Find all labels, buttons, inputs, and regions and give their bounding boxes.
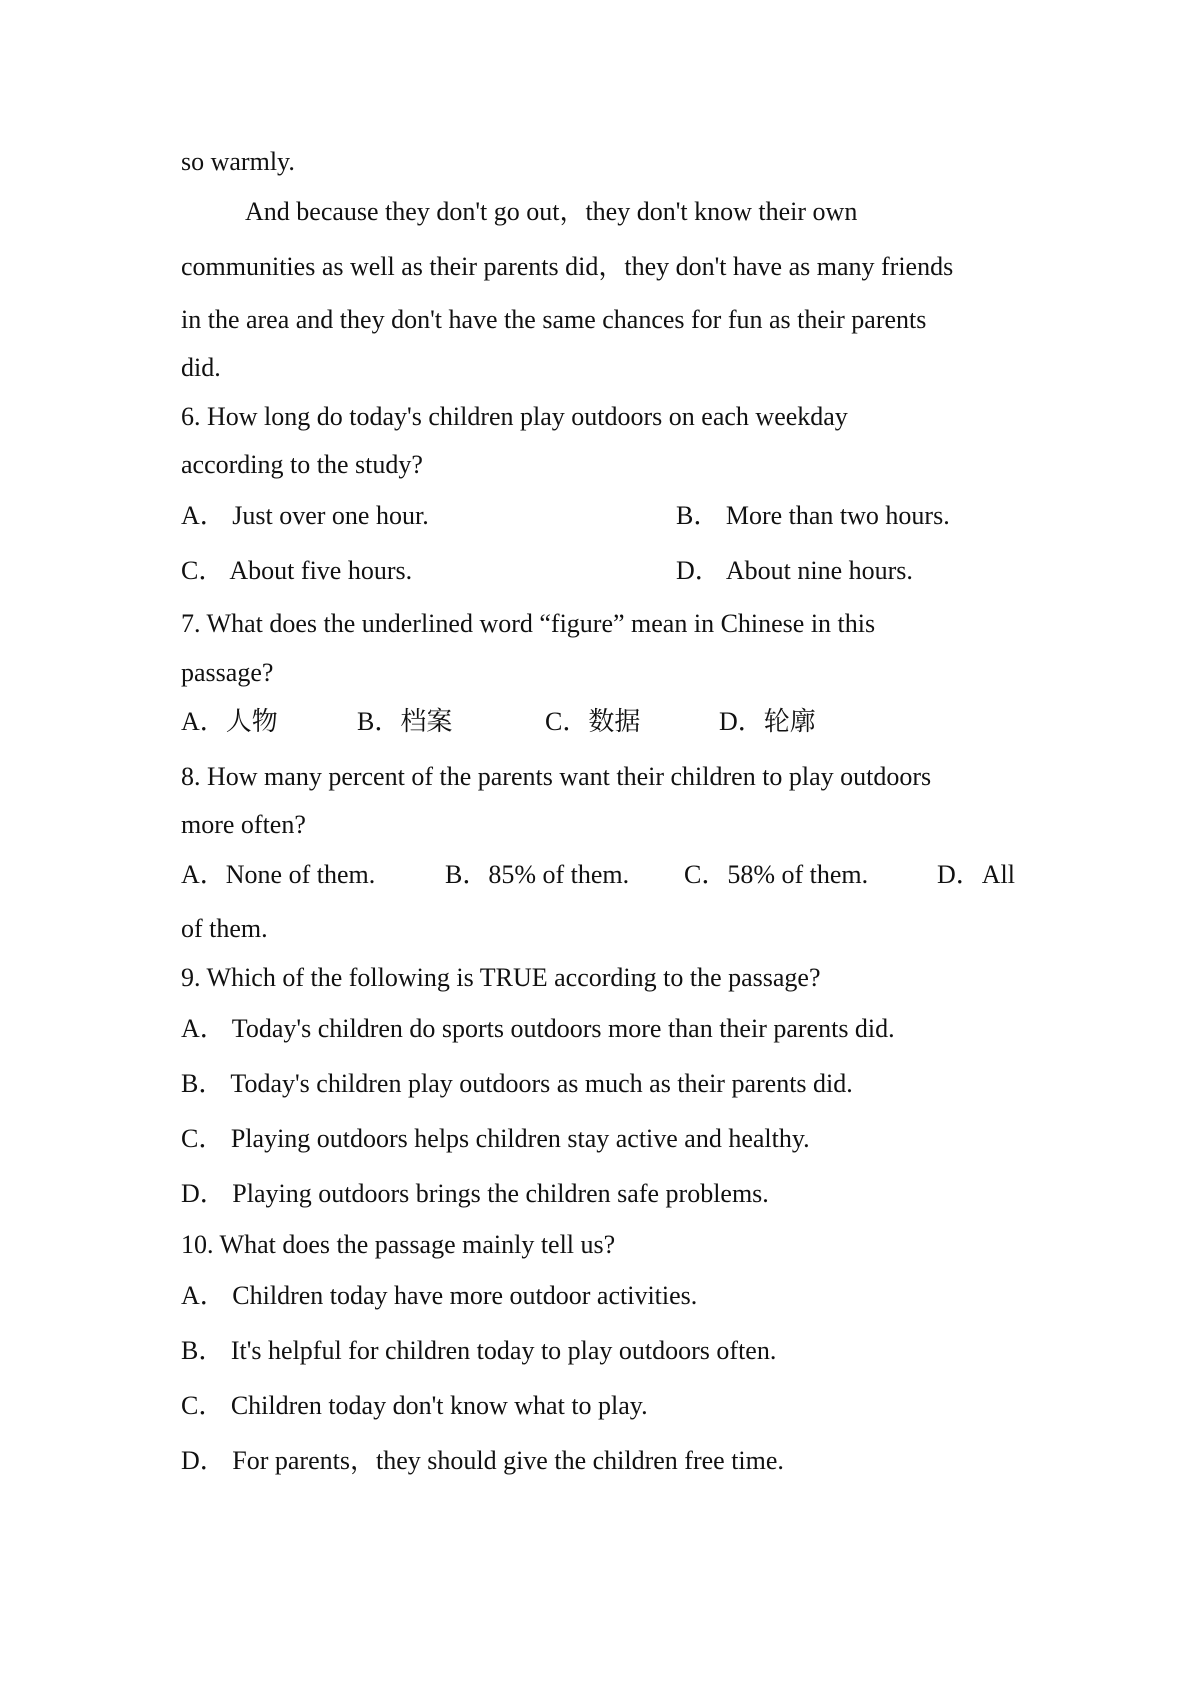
question-10-option-d: D． For parents，they should give the children free time. (181, 1446, 784, 1475)
question-9-stem: 9. Which of the following is TRUE according to the passage? (181, 963, 821, 992)
question-6-option-b: B． More than two hours. (676, 501, 950, 530)
passage-line: in the area and they don't have the same chances for fun as their parents (181, 305, 927, 334)
question-7-option-a: A．人物 (181, 707, 278, 736)
question-7-option-d: D．轮廓 (719, 707, 816, 736)
question-8-stem: 8. How many percent of the parents want their children to play outdoors (181, 762, 932, 791)
question-10-option-a: A． Children today have more outdoor activities. (181, 1281, 698, 1310)
question-10-option-b: B． It's helpful for children today to play outdoors often. (181, 1336, 777, 1365)
question-10-option-c: C． Children today don't know what to play. (181, 1391, 648, 1420)
question-6-option-c: C． About five hours. (181, 556, 413, 585)
question-9-option-a: A． Today's children do sports outdoors more than their parents did. (181, 1014, 895, 1043)
passage-line: did. (181, 353, 221, 382)
question-8-option-d: D．All (937, 860, 1016, 889)
question-8-option-c: C．58% of them. (684, 860, 869, 889)
question-7-option-b: B．档案 (357, 707, 453, 736)
question-7-stem: 7. What does the underlined word “figure” mean in Chinese in this (181, 609, 876, 638)
question-8-option-a: A．None of them. (181, 860, 376, 889)
question-7-option-c: C．数据 (545, 707, 641, 736)
question-6-option-a: A． Just over one hour. (181, 501, 429, 530)
question-6-option-d: D． About nine hours. (676, 556, 913, 585)
question-9-option-d: D． Playing outdoors brings the children safe problems. (181, 1179, 769, 1208)
question-8-stem: more often? (181, 810, 306, 839)
question-7-stem: passage? (181, 658, 274, 687)
question-6-stem: 6. How long do today's children play outdoors on each weekday (181, 402, 848, 431)
passage-line: And because they don't go out，they don't know their own (245, 197, 858, 226)
passage-line: communities as well as their parents did，they don't have as many friends (181, 252, 954, 281)
passage-line: so warmly. (181, 147, 295, 176)
question-6-stem: according to the study? (181, 450, 423, 479)
question-9-option-b: B． Today's children play outdoors as much as their parents did. (181, 1069, 853, 1098)
question-10-stem: 10. What does the passage mainly tell us? (181, 1230, 616, 1259)
question-8-option-b: B．85% of them. (445, 860, 630, 889)
question-9-option-c: C． Playing outdoors helps children stay active and healthy. (181, 1124, 810, 1153)
question-8-option-d-continued: of them. (181, 914, 268, 943)
